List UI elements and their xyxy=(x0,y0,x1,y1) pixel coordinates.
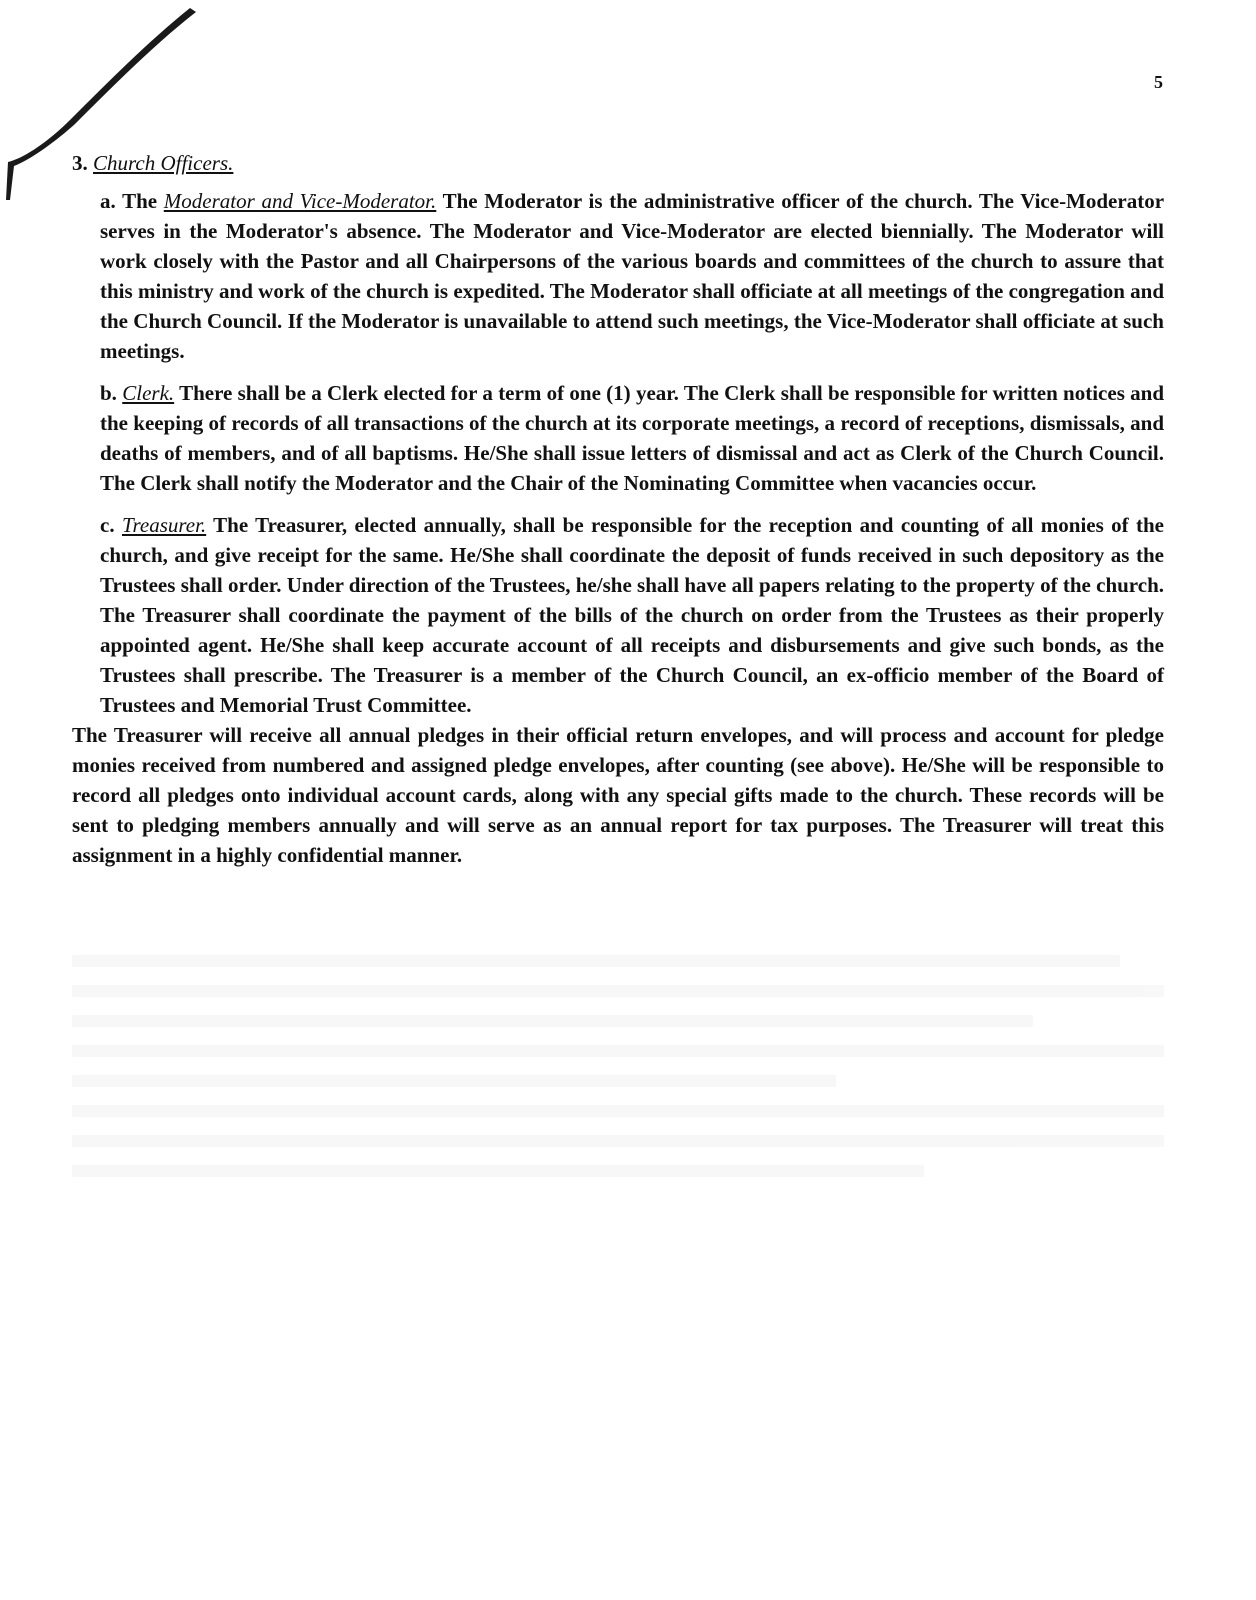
paragraph-continuation: The Treasurer will receive all annual pledges in their official return envelopes, and will process and account for pledge monies received from numbered and assigned pledge envelopes, after counting (see above). He/She will be responsible to record all pledges onto individual account cards, along with any special gifts made to the church. These records will be sent to pledging members annually and will serve as an annual report for tax purposes. The Treasurer will treat this assignment in a highly confidential manner. xyxy=(72,723,1164,867)
paragraph-marker: b. xyxy=(100,381,117,405)
page-number: 5 xyxy=(1154,72,1163,92)
paragraph-clerk xyxy=(72,378,1164,498)
paragraph-text: There shall be a Clerk elected for a term of one (1) year. The Clerk shall be responsible for written notices and the keeping of records of all transactions of the church at its corporate meetings, a record of receptions, dismissals, and deaths of members, and of all baptisms. He/She shall issue letters of dismissal and act as Clerk of the Church Council. The Clerk shall notify the Moderator and the Chair of the Nominating Committee when vacancies occur. xyxy=(100,381,1165,495)
document-body xyxy=(72,148,1164,870)
paragraph-text: The Treasurer, elected annually, shall be responsible for the reception and counting of all monies of the church, and give receipt for the same. He/She shall coordinate the deposit of funds received in such depository as the Trustees shall order. Under direction of the Trustees, he/she shall have all papers relating to the property of the church. The Treasurer shall coordinate the payment of the bills of the church on order from the Trustees as their properly appointed agent. He/She shall keep accurate account of all receipts and disbursements and give such bonds, as the Trustees shall prescribe. The Treasurer is a member of the Church Council, an ex-officio member of the Board of Trustees and Memorial Trust Committee. xyxy=(100,513,1164,717)
section-heading xyxy=(72,148,1164,178)
bleed-through-shadow xyxy=(72,955,1164,1235)
section-title: Church Officers. xyxy=(93,151,234,175)
paragraph-lead: The xyxy=(122,189,158,213)
paragraph-text: The Moderator is the administrative officer of the church. The Vice-Moderator serves in the Moderator's absence. The Moderator and Vice-Moderator are elected biennially. The Moderator will work closely with the Pastor and all Chairpersons of the various boards and committees of the church to assure that this ministry and work of the church is expedited. The Moderator shall officiate at all meetings of the congregation and the Church Council. If the Moderator is unavailable to attend such meetings, the Vice-Moderator shall officiate at such meetings. xyxy=(100,189,1165,363)
paragraph-marker: c. xyxy=(100,513,115,537)
section-number: 3. xyxy=(72,151,88,175)
paragraph-marker: a. xyxy=(100,189,116,213)
paragraph-moderator xyxy=(72,186,1164,366)
paragraph-title: Moderator and Vice-Moderator. xyxy=(163,189,437,213)
paragraph-title: Treasurer. xyxy=(121,513,207,537)
paragraph-title: Clerk. xyxy=(122,381,175,405)
paragraph-treasurer xyxy=(72,510,1164,870)
